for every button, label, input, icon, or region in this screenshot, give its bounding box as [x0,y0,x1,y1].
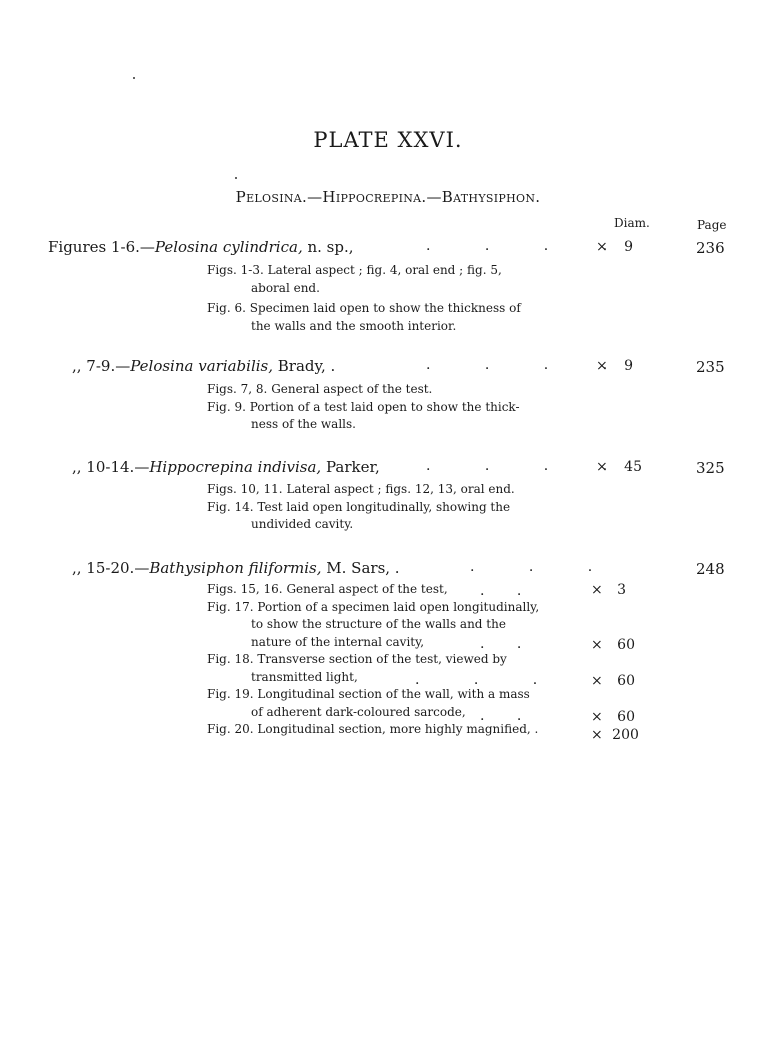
leader-dots: . . . . [426,238,608,254]
species-name: Pelosina cylindrica, [154,238,303,256]
species-name: Pelosina variabilis, [130,357,274,375]
subtitle-text: PELOSINA.—HIPPOCREPINA.—BATHYSIPHON. [235,188,541,206]
leader-dots: . . . . [426,458,608,474]
magnification: × 200 [591,727,639,743]
leader-dots: . . [480,583,522,599]
entry-prefix: ,, 15-20.— [72,559,150,577]
detail-block [207,262,521,335]
detail-line: of adherent dark-coloured sarcode, [251,704,466,719]
detail-line: aboral end. [251,280,320,295]
detail-line: Fig. 18. Transverse section of the test, viewed by [207,652,507,666]
magnification: × 9 [596,239,634,255]
detail-line: Fig. 9. Portion of a test laid open to show the thick- [207,399,520,414]
detail-line: the walls and the smooth interior. [251,318,457,333]
entry-prefix: Figures 1-6.— [48,238,155,256]
detail-line: to show the structure of the walls and the [251,617,506,631]
magnification: × 60 [591,637,635,653]
species-name: Hippocrepina indivisa, [149,458,322,476]
species-authority: n. sp., [302,238,354,256]
plate-title: PLATE XXVI. [313,128,463,152]
plate-subtitle [0,188,776,206]
print-speck [133,77,135,79]
detail-line: Figs. 10, 11. Lateral aspect ; figs. 12, 13, oral end. [207,482,515,496]
leader-dots: . . . [415,672,538,688]
species-authority: M. Sars, . [321,559,400,577]
leader-dots: . . [480,708,522,724]
detail-line: undivided cavity. [251,517,354,531]
detail-line: ness of the walls. [251,417,356,431]
species-authority: Parker, [321,458,380,476]
entry-prefix: ,, 10-14.— [72,458,150,476]
diam-column-header: Diam. [614,216,650,230]
detail-line: Fig. 6. Specimen laid open to show the thickness of [207,301,521,315]
detail-line: Fig. 14. Test laid open longitudinally, showing the [207,499,511,514]
magnification: × 3 [591,582,627,598]
detail-line: nature of the internal cavity, [251,634,425,649]
detail-block [207,381,520,434]
entry-1-heading [48,238,354,256]
entry-prefix: ,, 7-9.— [72,357,131,375]
detail-line: Figs. 7, 8. General aspect of the test. [207,382,433,396]
page-number: 325 [696,459,725,477]
detail-block [207,481,515,534]
page-number: 248 [696,560,725,578]
page-number: 235 [696,358,725,376]
page-column-header: Page [697,218,727,232]
species-authority: Brady, . [273,357,336,375]
page-number: 236 [696,239,725,257]
print-speck [235,177,237,179]
leader-dots: . . . . [426,357,608,373]
species-name: Bathysiphon filiformis, [149,559,322,577]
magnification: × 9 [596,358,634,374]
entry-3-heading [72,458,380,476]
entry-2-heading [72,357,335,375]
leader-dots: . . [480,636,522,652]
leader-dots: . . . [470,559,593,575]
magnification: × 60 [591,709,635,725]
detail-line: transmitted light, [251,669,358,684]
detail-line: Fig. 19. Longitudinal section of the wall, with a mass [207,687,530,701]
entry-4-heading [72,559,400,577]
detail-line: Fig. 17. Portion of a specimen laid open longitudinally, [207,599,540,614]
detail-line: Figs. 1-3. Lateral aspect ; fig. 4, oral end ; fig. 5, [207,263,502,277]
magnification: × 45 [596,459,642,475]
magnification: × 60 [591,673,635,689]
detail-line: Figs. 15, 16. General aspect of the test, [207,582,448,596]
detail-line: Fig. 20. Longitudinal section, more highly magnified, . [207,722,539,736]
